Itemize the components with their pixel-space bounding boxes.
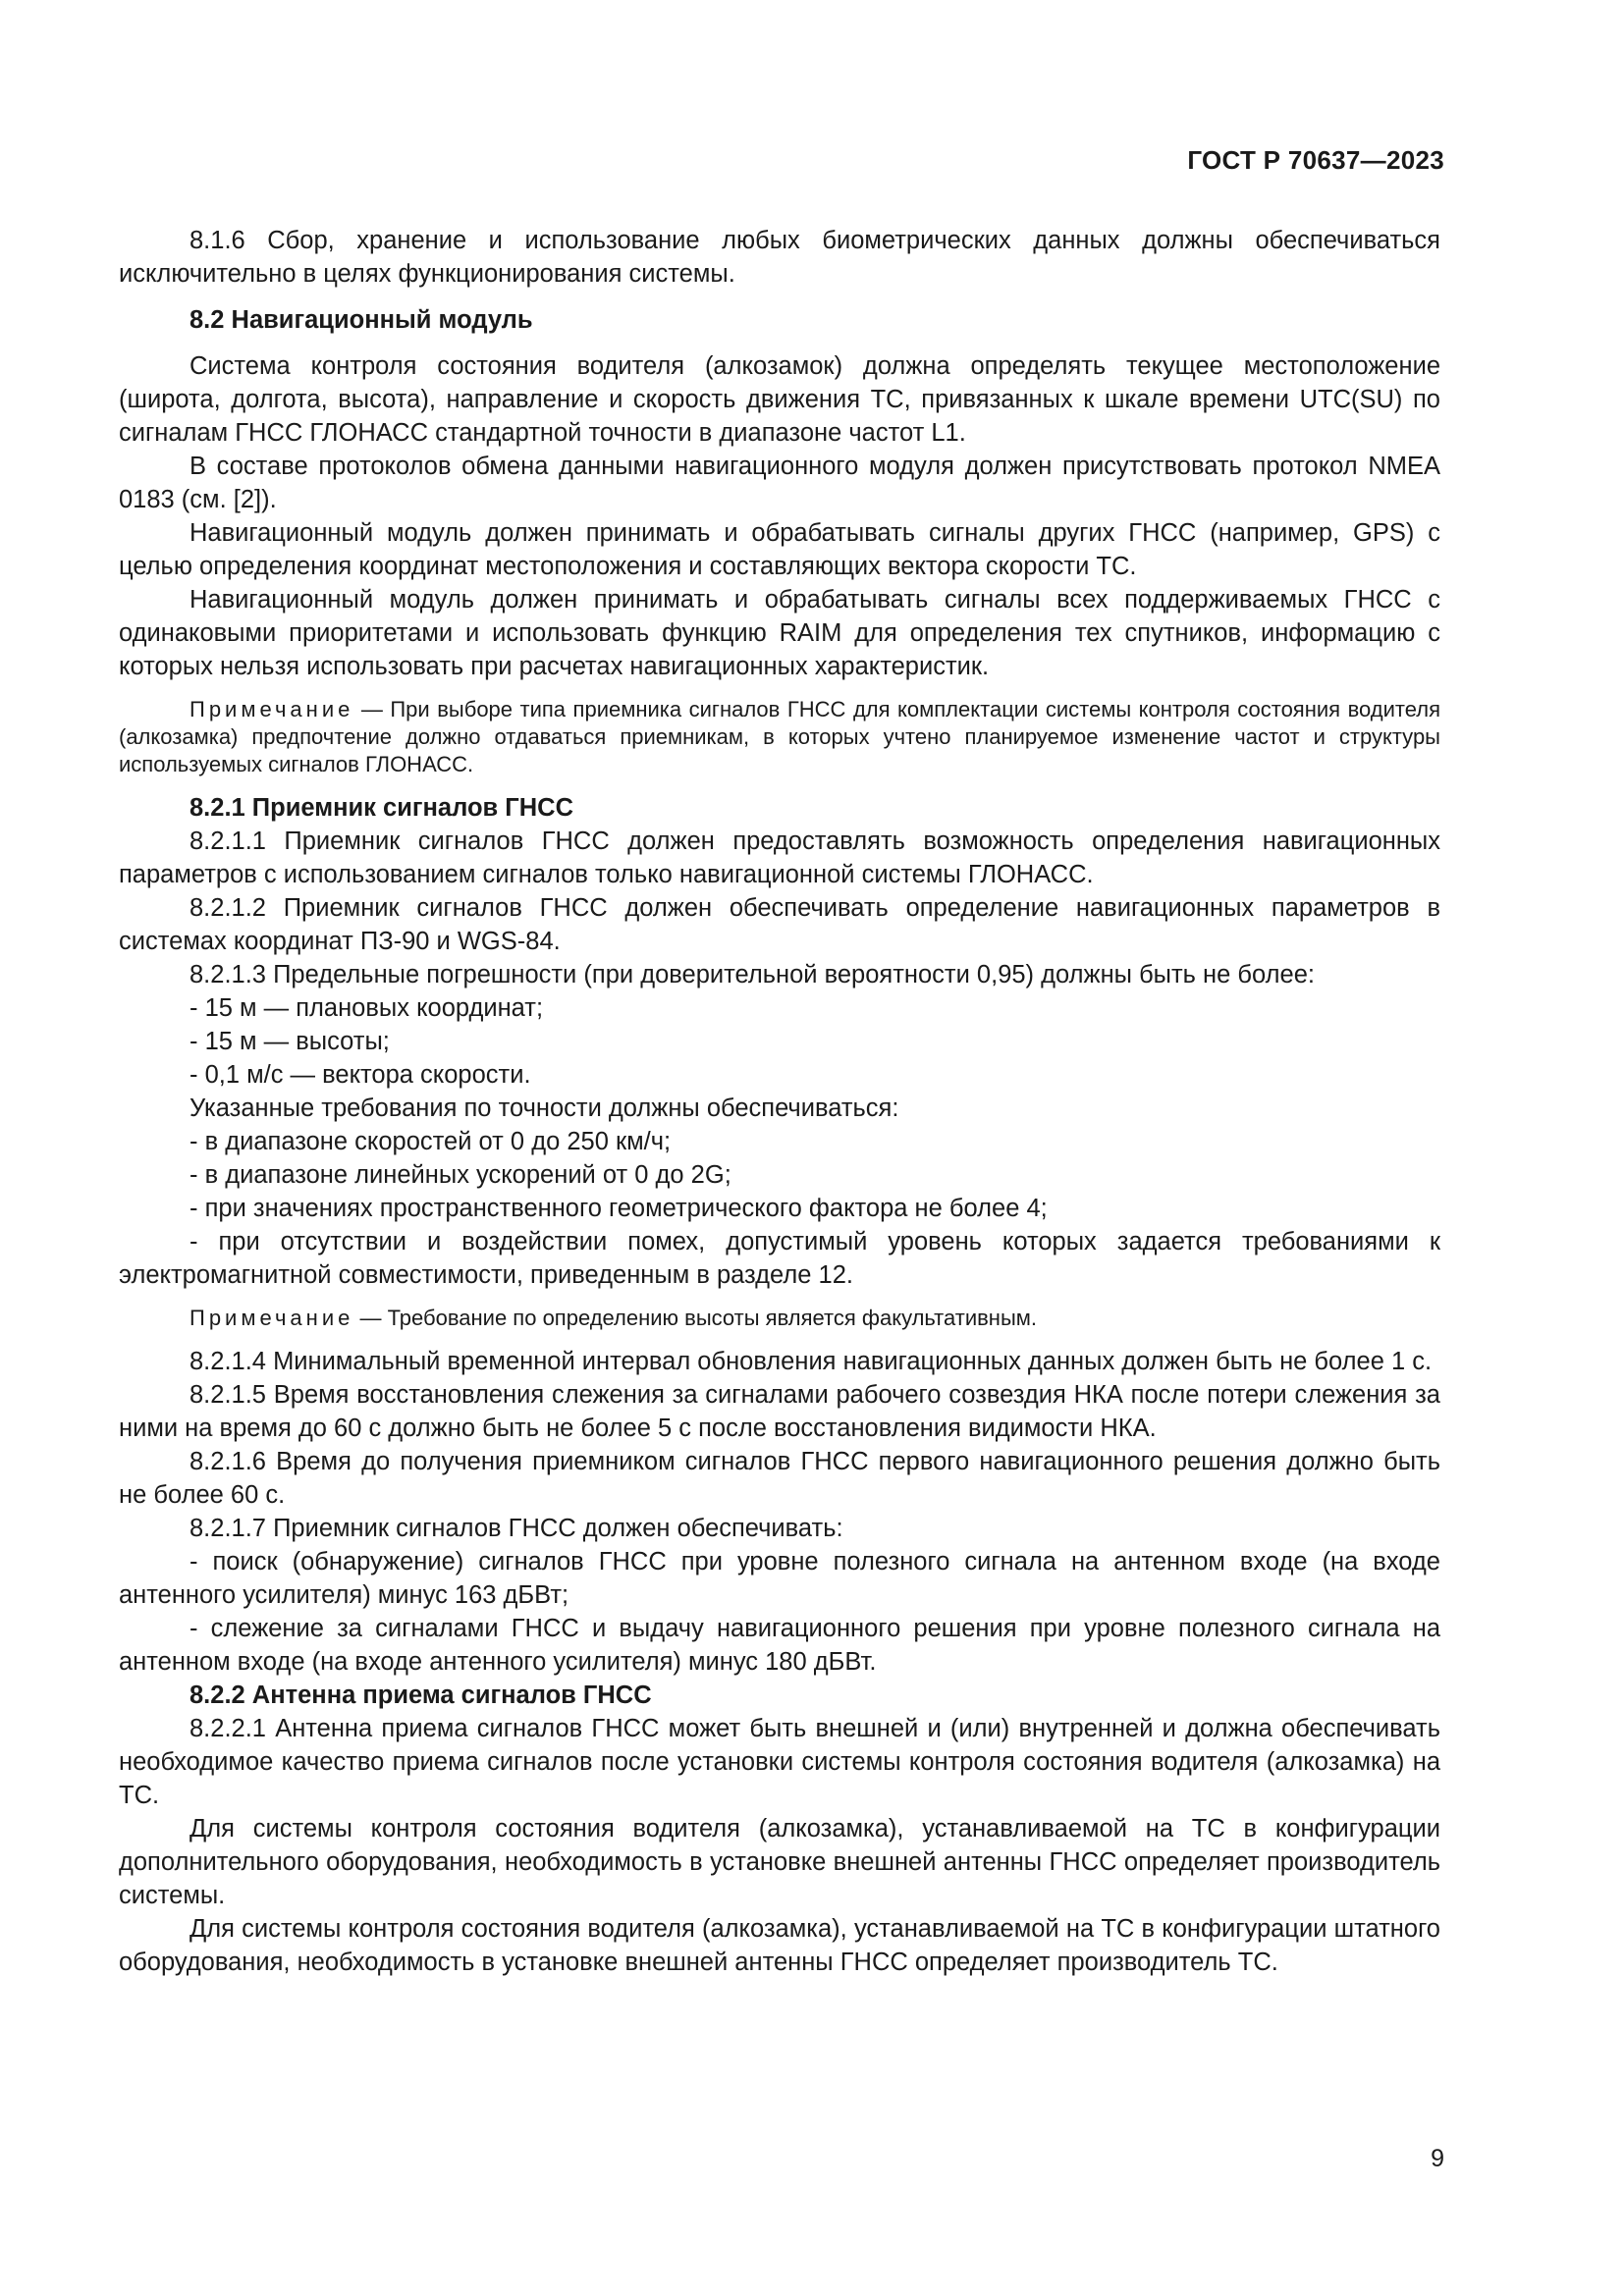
section-heading-8-2: 8.2 Навигационный модуль: [189, 306, 533, 334]
paragraph: 8.2.1.3 Предельные погрешности (при доверительной вероятности 0,95) должны быть не более:: [189, 961, 1315, 988]
paragraph: 8.2.1.4 Минимальный временной интервал обновления навигационных данных должен быть не более 1 с.: [189, 1348, 1433, 1375]
paragraph: Для системы контроля состояния водителя (алкозамка), устанавливаемой на ТС в конфигурации штатного оборудования, необходимость в установке внешней антенны ГНСС определяет производитель ТС.: [119, 1915, 1440, 1976]
paragraph: 8.2.1.2 Приемник сигналов ГНСС должен обеспечивать определение навигационных параметров в системах координат ПЗ-90 и WGS-84.: [119, 894, 1440, 955]
paragraph-8-1-6: 8.1.6 Сбор, хранение и использование любых биометрических данных должны обеспечиваться исключительно в целях функционирования системы.: [119, 227, 1440, 288]
list-item: - в диапазоне скоростей от 0 до 250 км/ч;: [189, 1128, 672, 1155]
paragraph: 8.2.1.5 Время восстановления слежения за сигналами рабочего созвездия НКА после потери слежения за ними на время до 60 с должно быть не более 5 с после восстановления видимости НКА.: [119, 1381, 1440, 1442]
paragraph: 8.2.1.7 Приемник сигналов ГНСС должен обеспечивать:: [189, 1515, 843, 1542]
section-heading-8-2-1: 8.2.1 Приемник сигналов ГНСС: [189, 794, 573, 822]
list-item: - при отсутствии и воздействии помех, допустимый уровень которых задается требованиями к электромагнитной совместимости, приведенным в разделе 12.: [119, 1228, 1440, 1289]
list-item: - 15 м — высоты;: [189, 1028, 390, 1055]
paragraph: В составе протоколов обмена данными навигационного модуля должен присутствовать протокол NMEA 0183 (см. [2]).: [119, 453, 1440, 513]
list-item: - в диапазоне линейных ускорений от 0 до 2G;: [189, 1161, 731, 1189]
paragraph: 8.2.2.1 Антенна приема сигналов ГНСС может быть внешней и (или) внутренней и должна обеспечивать необходимое качество приема сигналов после установки системы контроля состояния водителя (алкозамка) на ТС.: [119, 1715, 1440, 1809]
paragraph: Система контроля состояния водителя (алкозамок) должна определять текущее местоположение (широта, долгота, высота), направление и скорость движения ТС, привязанных к шкале времени UTC(SU) по сигналам ГНСС ГЛОНАСС стандартной точности в диапазоне частот L1.: [119, 352, 1440, 447]
list-item: - поиск (обнаружение) сигналов ГНСС при уровне полезного сигнала на антенном входе (на входе антенного усилителя) минус 163 дБВт;: [119, 1548, 1440, 1609]
note-paragraph: [119, 1305, 1440, 1332]
paragraph: 8.2.1.6 Время до получения приемником сигналов ГНСС первого навигационного решения должно быть не более 60 с.: [119, 1448, 1440, 1509]
note-text: — Требование по определению высоты является факультативным.: [359, 1306, 1038, 1330]
paragraph: 8.2.1.1 Приемник сигналов ГНСС должен предоставлять возможность определения навигационных параметров с использованием сигналов только навигационной системы ГЛОНАСС.: [119, 828, 1440, 888]
note-paragraph: [119, 696, 1440, 778]
paragraph: Навигационный модуль должен принимать и обрабатывать сигналы других ГНСС (например, GPS) с целью определения координат местоположения и составляющих вектора скорости ТС.: [119, 519, 1440, 580]
note-label: Примечание: [189, 1306, 354, 1330]
list-item: - слежение за сигналами ГНСС и выдачу навигационного решения при уровне полезного сигнала на антенном входе (на входе антенного усилителя) минус 180 дБВт.: [119, 1615, 1440, 1676]
note-text: — При выборе типа приемника сигналов ГНСС для комплектации системы контроля состояния водителя (алкозамка) предпочтение должно отдаваться приемникам, в которых учтено планируемое изменение частот и структуры используемых сигналов ГЛОНАСС.: [119, 697, 1440, 776]
note-label: Примечание: [189, 697, 354, 721]
paragraph: Навигационный модуль должен принимать и обрабатывать сигналы всех поддерживаемых ГНСС с одинаковыми приоритетами и использовать функцию RAIM для определения тех спутников, информацию с которых нельзя использовать при расчетах навигационных характеристик.: [119, 586, 1440, 680]
page-number: 9: [1431, 2145, 1444, 2172]
paragraph: Указанные требования по точности должны обеспечиваться:: [189, 1095, 899, 1122]
section-heading-8-2-2: 8.2.2 Антенна приема сигналов ГНСС: [189, 1682, 652, 1709]
document-body: [119, 224, 1440, 1979]
document-id-header: ГОСТ Р 70637—2023: [1187, 145, 1444, 175]
list-item: - при значениях пространственного геометрического фактора не более 4;: [189, 1195, 1048, 1222]
paragraph: Для системы контроля состояния водителя (алкозамка), устанавливаемой на ТС в конфигурации дополнительного оборудования, необходимость в установке внешней антенны ГНСС определяет производитель системы.: [119, 1815, 1440, 1909]
list-item: - 0,1 м/с — вектора скорости.: [189, 1061, 531, 1089]
list-item: - 15 м — плановых координат;: [189, 994, 544, 1022]
